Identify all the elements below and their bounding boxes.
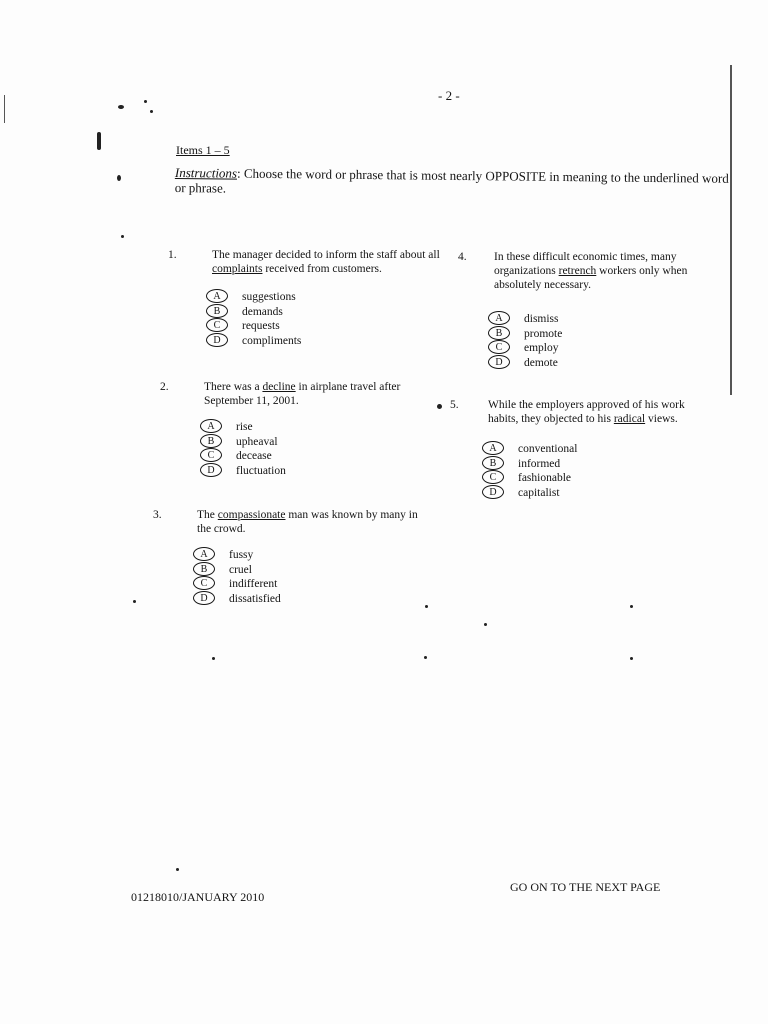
- option-text: requests: [242, 320, 280, 332]
- option-text: capitalist: [518, 486, 560, 499]
- option-bubble[interactable]: B: [488, 326, 510, 340]
- option-bubble[interactable]: C: [488, 340, 510, 354]
- option-bubble[interactable]: A: [488, 311, 510, 325]
- answer-option[interactable]: [200, 435, 400, 450]
- answer-option[interactable]: [193, 548, 393, 563]
- option-bubble[interactable]: C: [200, 448, 222, 462]
- option-bubble[interactable]: A: [482, 441, 504, 455]
- answer-option[interactable]: [193, 592, 393, 607]
- scan-speck: [176, 868, 179, 871]
- instructions: [175, 165, 730, 201]
- scan-speck: [484, 623, 487, 626]
- option-text: conventional: [518, 443, 578, 455]
- option-text: fashionable: [518, 472, 572, 484]
- scan-speck: [117, 175, 121, 181]
- answer-option[interactable]: [488, 356, 688, 371]
- option-bubble[interactable]: B: [206, 304, 228, 318]
- option-text: informed: [518, 457, 561, 470]
- scan-speck: [212, 657, 215, 660]
- question-stem: The manager decided to inform the staff about all complaints received from customers.: [212, 249, 440, 275]
- option-bubble[interactable]: C: [482, 470, 504, 484]
- option-text: fussy: [229, 549, 254, 561]
- question-1: [168, 248, 448, 358]
- option-bubble[interactable]: C: [193, 576, 215, 590]
- underlined-word: complaints: [212, 263, 263, 275]
- option-bubble[interactable]: D: [488, 355, 510, 369]
- answer-option[interactable]: [488, 341, 688, 356]
- option-text: fluctuation: [236, 464, 286, 477]
- answer-options: [482, 442, 682, 500]
- underlined-word: compassionate: [217, 509, 286, 521]
- scan-speck: [97, 132, 101, 150]
- instructions-text: : Choose the word or phrase that is most nearly OPPOSITE in meaning to the underlined word or phrase.: [174, 165, 729, 196]
- answer-option[interactable]: [200, 449, 400, 464]
- option-text: rise: [236, 421, 253, 433]
- instructions-label: Instructions: [174, 165, 238, 181]
- answer-options: [488, 312, 688, 370]
- option-bubble[interactable]: B: [193, 562, 215, 576]
- option-bubble[interactable]: C: [206, 318, 228, 332]
- underlined-word: radical: [613, 413, 646, 425]
- answer-option[interactable]: [193, 577, 393, 592]
- question-stem: In these difficult economic times, many organizations retrench workers only when absolutely necessary.: [494, 251, 688, 291]
- option-bubble[interactable]: A: [193, 547, 215, 561]
- question-4: [458, 250, 728, 370]
- underlined-word: retrench: [558, 265, 597, 277]
- page-number: - 2 -: [438, 88, 460, 103]
- option-bubble[interactable]: D: [200, 463, 222, 477]
- answer-option[interactable]: [206, 334, 406, 349]
- option-bubble[interactable]: D: [482, 485, 504, 499]
- answer-options: [193, 548, 393, 606]
- option-text: demote: [524, 356, 558, 369]
- question-number: 3.: [153, 509, 162, 521]
- option-bubble[interactable]: D: [193, 591, 215, 605]
- option-text: decease: [236, 450, 272, 462]
- scan-speck: [630, 657, 633, 660]
- question-number: 2.: [160, 381, 169, 393]
- option-bubble[interactable]: B: [482, 456, 504, 470]
- option-text: indifferent: [229, 578, 278, 590]
- scan-speck: [133, 600, 136, 603]
- scan-speck: [150, 110, 153, 113]
- question-3: [153, 508, 443, 618]
- next-page-notice: GO ON TO THE NEXT PAGE: [510, 880, 661, 894]
- option-text: suggestions: [242, 291, 296, 303]
- option-bubble[interactable]: A: [206, 289, 228, 303]
- answer-option[interactable]: [488, 327, 688, 342]
- question-stem: There was a decline in airplane travel after September 11, 2001.: [204, 381, 401, 407]
- answer-option[interactable]: [206, 290, 406, 305]
- answer-option[interactable]: [482, 442, 682, 457]
- question-number: 1.: [168, 249, 177, 261]
- scan-edge-line: [4, 95, 5, 123]
- option-bubble[interactable]: B: [200, 434, 222, 448]
- scan-edge-line: [730, 65, 732, 395]
- underlined-word: decline: [262, 381, 296, 393]
- option-text: dissatisfied: [229, 592, 281, 605]
- answer-option[interactable]: [482, 457, 682, 472]
- answer-option[interactable]: [206, 305, 406, 320]
- option-text: upheaval: [236, 435, 278, 448]
- option-text: cruel: [229, 563, 252, 576]
- scan-speck: [630, 605, 633, 608]
- scan-speck: [424, 656, 427, 659]
- option-text: demands: [242, 305, 283, 318]
- question-5: [450, 398, 720, 508]
- answer-options: [200, 420, 400, 478]
- question-stem: The compassionate man was known by many in the crowd.: [197, 509, 418, 535]
- option-text: promote: [524, 327, 563, 340]
- answer-option[interactable]: [200, 420, 400, 435]
- answer-option[interactable]: [482, 486, 682, 501]
- answer-options: [206, 290, 406, 348]
- option-bubble[interactable]: A: [200, 419, 222, 433]
- answer-option[interactable]: [206, 319, 406, 334]
- question-2: [160, 380, 440, 490]
- scan-speck: [118, 105, 124, 109]
- paper-code: 01218010/JANUARY 2010: [131, 890, 265, 904]
- question-number: 4.: [458, 251, 467, 263]
- option-bubble[interactable]: D: [206, 333, 228, 347]
- option-text: compliments: [242, 334, 302, 347]
- question-number: 5.: [450, 399, 459, 411]
- option-text: dismiss: [524, 313, 559, 325]
- items-heading: Items 1 – 5: [176, 143, 230, 157]
- option-text: employ: [524, 342, 559, 354]
- scan-speck: [144, 100, 147, 103]
- question-stem: While the employers approved of his work habits, they objected to his radical views.: [488, 399, 685, 425]
- answer-option[interactable]: [482, 471, 682, 486]
- scan-speck: [121, 235, 124, 238]
- answer-option[interactable]: [193, 563, 393, 578]
- answer-option[interactable]: [488, 312, 688, 327]
- answer-option[interactable]: [200, 464, 400, 479]
